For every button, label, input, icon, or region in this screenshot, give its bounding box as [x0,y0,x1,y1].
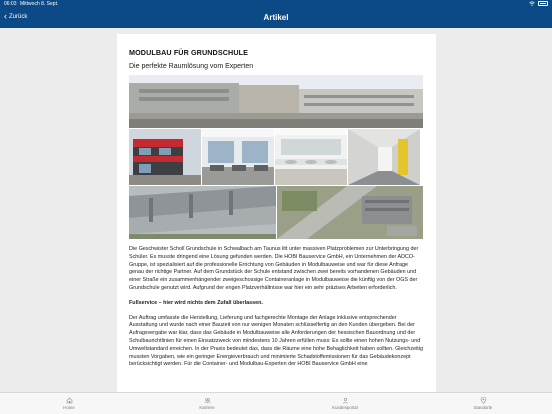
classroom-photo[interactable] [202,129,274,185]
tab-kundenportal-label: Kundenportal [332,405,358,410]
navigation-bar [0,8,552,28]
article-card [117,34,436,392]
person-icon [342,397,349,404]
washroom-photo[interactable] [275,129,347,185]
article-body [129,246,424,369]
chevron-left-icon: ‹ [4,11,7,21]
back-label: Zurück [9,13,28,20]
aerial-roof-photo[interactable] [129,186,276,239]
article-paragraph-2: Der Auftrag umfasste die Herstellung, Lieferung und fachgerechte Montage der Anlage inklusive entsprechender Ausstattung und wurde nach einer Bauzeit von nur wenigen Monaten schlüsselfertig an den Kunden übergeben. Bei der Aufragsvergabe war klar, dass das Gebäude in Modulbauweise alle Anforderungen der hessischen Bauordnung und der Schulbaurichtlinien für einen Einsatzzweck von mindestens 10 Jahren erfüllen muss: Es sollte einen hohen Nutzungs- und Umweltstandard erreichen. In der Praxis bedeutet das, dass die Räume eine hohe Behaglichkeit haben sollten. Gleichzeitig mussten Vorgaben, wie ein geringer Energieverbrauch und minimierte Schadstoffemissionen für das Gebäudekonzept berücksichtigt werden. Für die Container- und Modulbau-Experten der HOBI Bauservice GmbH eine [129,314,423,368]
tab-karriere[interactable] [138,393,276,414]
hallway-photo[interactable] [348,129,420,185]
page-title: Artikel [263,13,289,22]
article-scroll-area[interactable] [0,28,552,392]
article-subheading: Fullservice – hier wird nichts dem Zufall überlassen. [129,299,263,306]
image-gallery [129,75,423,239]
wifi-icon [529,1,535,6]
tab-kundenportal[interactable] [276,393,414,414]
tab-home[interactable] [0,393,138,414]
article-title: MODULBAU FÜR GRUNDSCHULE [129,48,248,57]
status-date: Mittwoch 8. Sept. [20,1,59,7]
status-indicators [529,1,548,6]
tab-standorte[interactable] [414,393,552,414]
article-subtitle: Die perfekte Raumlösung vom Experten [129,63,254,70]
people-icon [204,397,211,404]
red-modular-building-photo[interactable] [129,129,201,185]
location-pin-icon [480,397,487,404]
status-bar [0,0,552,8]
tab-standorte-label: Standorte [473,405,493,410]
school-building-photo[interactable] [129,75,423,128]
article-paragraph-1: Die Geschwister Scholl Grundschule in Schwalbach am Taunus litt unter massiven Platzproblemen zur Unterbringung der Schüler. Es musste dringend eine Lösung gefunden werden. Die HOBI Bauservice GmbH, ein Unternehmen der ADCO-Gruppe, ist spezialisiert auf die professionelle Errichtung von Gebäuden in Modulbauweise und war für diese Anfrage genau der richtige Partner. Auf dem Grundstück der Schule entstand zwischen zwei bereits vorhandenen Gebäuden und einer Straße ein zusammenhängender zweigeschossige Containeranlage in Modulbauweise die künftig von der OGS der Grundschule genutzt wird. Aufgrund der engen Platzverhältnisse war hier ein sehr präzises Arbeiten erforderlich. [129,246,419,291]
home-icon [66,397,73,404]
battery-icon [538,1,548,6]
tab-karriere-label: Karriere [199,405,215,410]
tab-bar [0,392,552,414]
status-time: 06:03 [4,1,17,7]
tab-home-label: Home [63,405,75,410]
aerial-site-photo[interactable] [277,186,423,239]
